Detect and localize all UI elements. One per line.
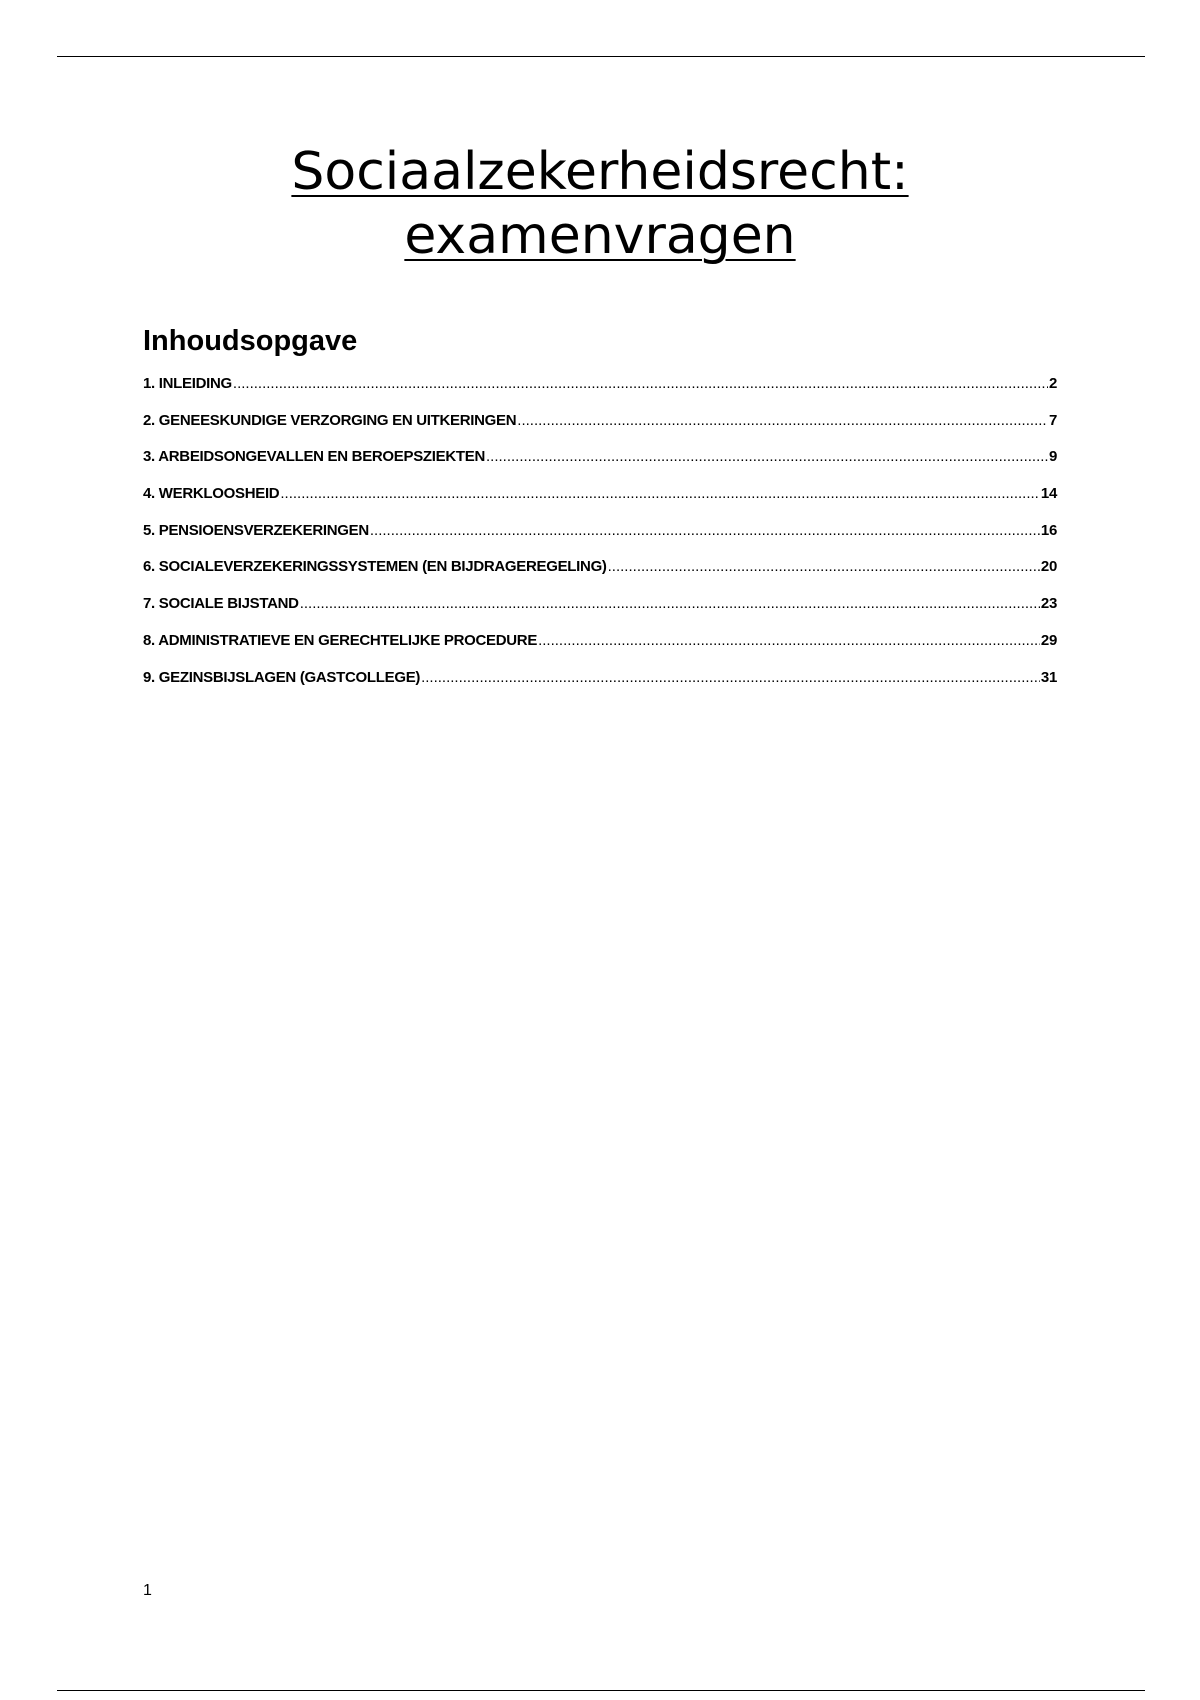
toc-entry[interactable]	[143, 669, 1057, 706]
toc-entry-page: 31	[1040, 668, 1057, 686]
toc-entry-page: 29	[1040, 631, 1057, 649]
table-of-contents	[143, 375, 1057, 705]
header-rule	[57, 56, 1145, 57]
title-line-2: examenvragen	[404, 206, 796, 266]
toc-leader-dots	[233, 375, 1048, 392]
toc-entry[interactable]	[143, 558, 1057, 595]
footer-rule	[57, 1690, 1145, 1691]
toc-entry-page: 23	[1040, 595, 1057, 613]
toc-entry[interactable]	[143, 448, 1057, 485]
toc-entry-page: 2	[1048, 375, 1057, 392]
toc-entry-page: 14	[1040, 485, 1057, 503]
page-number: 1	[143, 1582, 152, 1599]
toc-entry-label: 5. PENSIOENSVERZEKERINGEN	[143, 521, 369, 539]
toc-leader-dots	[300, 595, 1040, 612]
toc-entry-label: 8. ADMINISTRATIEVE EN GERECHTELIJKE PROCEDURE	[143, 631, 538, 649]
toc-entry[interactable]	[143, 595, 1057, 632]
toc-entry-page: 16	[1040, 521, 1057, 539]
toc-entry-page: 9	[1048, 448, 1057, 466]
toc-entry[interactable]	[143, 522, 1057, 559]
toc-entry-label: 9. GEZINSBIJSLAGEN (GASTCOLLEGE)	[143, 668, 421, 686]
toc-entry-label: 3. ARBEIDSONGEVALLEN EN BEROEPSZIEKTEN	[143, 448, 485, 466]
toc-leader-dots	[538, 632, 1040, 649]
toc-heading: Inhoudsopgave	[143, 325, 358, 357]
title-line-1: Sociaalzekerheidsrecht:	[291, 142, 909, 202]
toc-leader-dots	[370, 522, 1040, 539]
toc-entry-label: 1. INLEIDING	[143, 375, 232, 392]
toc-entry-page: 7	[1048, 411, 1057, 429]
toc-entry[interactable]	[143, 412, 1057, 449]
document-title	[0, 140, 1200, 268]
toc-entry-label: 6. SOCIALEVERZEKERINGSSYSTEMEN (EN BIJDRAGEREGELING)	[143, 558, 607, 576]
toc-entry[interactable]	[143, 375, 1057, 412]
toc-entry-label: 2. GENEESKUNDIGE VERZORGING EN UITKERINGEN	[143, 411, 517, 429]
toc-leader-dots	[608, 558, 1040, 575]
toc-leader-dots	[486, 448, 1048, 465]
toc-leader-dots	[421, 669, 1040, 686]
toc-leader-dots	[517, 412, 1048, 429]
toc-entry-label: 4. WERKLOOSHEID	[143, 485, 280, 503]
toc-entry[interactable]	[143, 632, 1057, 669]
toc-leader-dots	[280, 485, 1040, 502]
toc-entry-label: 7. SOCIALE BIJSTAND	[143, 595, 299, 613]
toc-entry-page: 20	[1040, 558, 1057, 576]
toc-entry[interactable]	[143, 485, 1057, 522]
